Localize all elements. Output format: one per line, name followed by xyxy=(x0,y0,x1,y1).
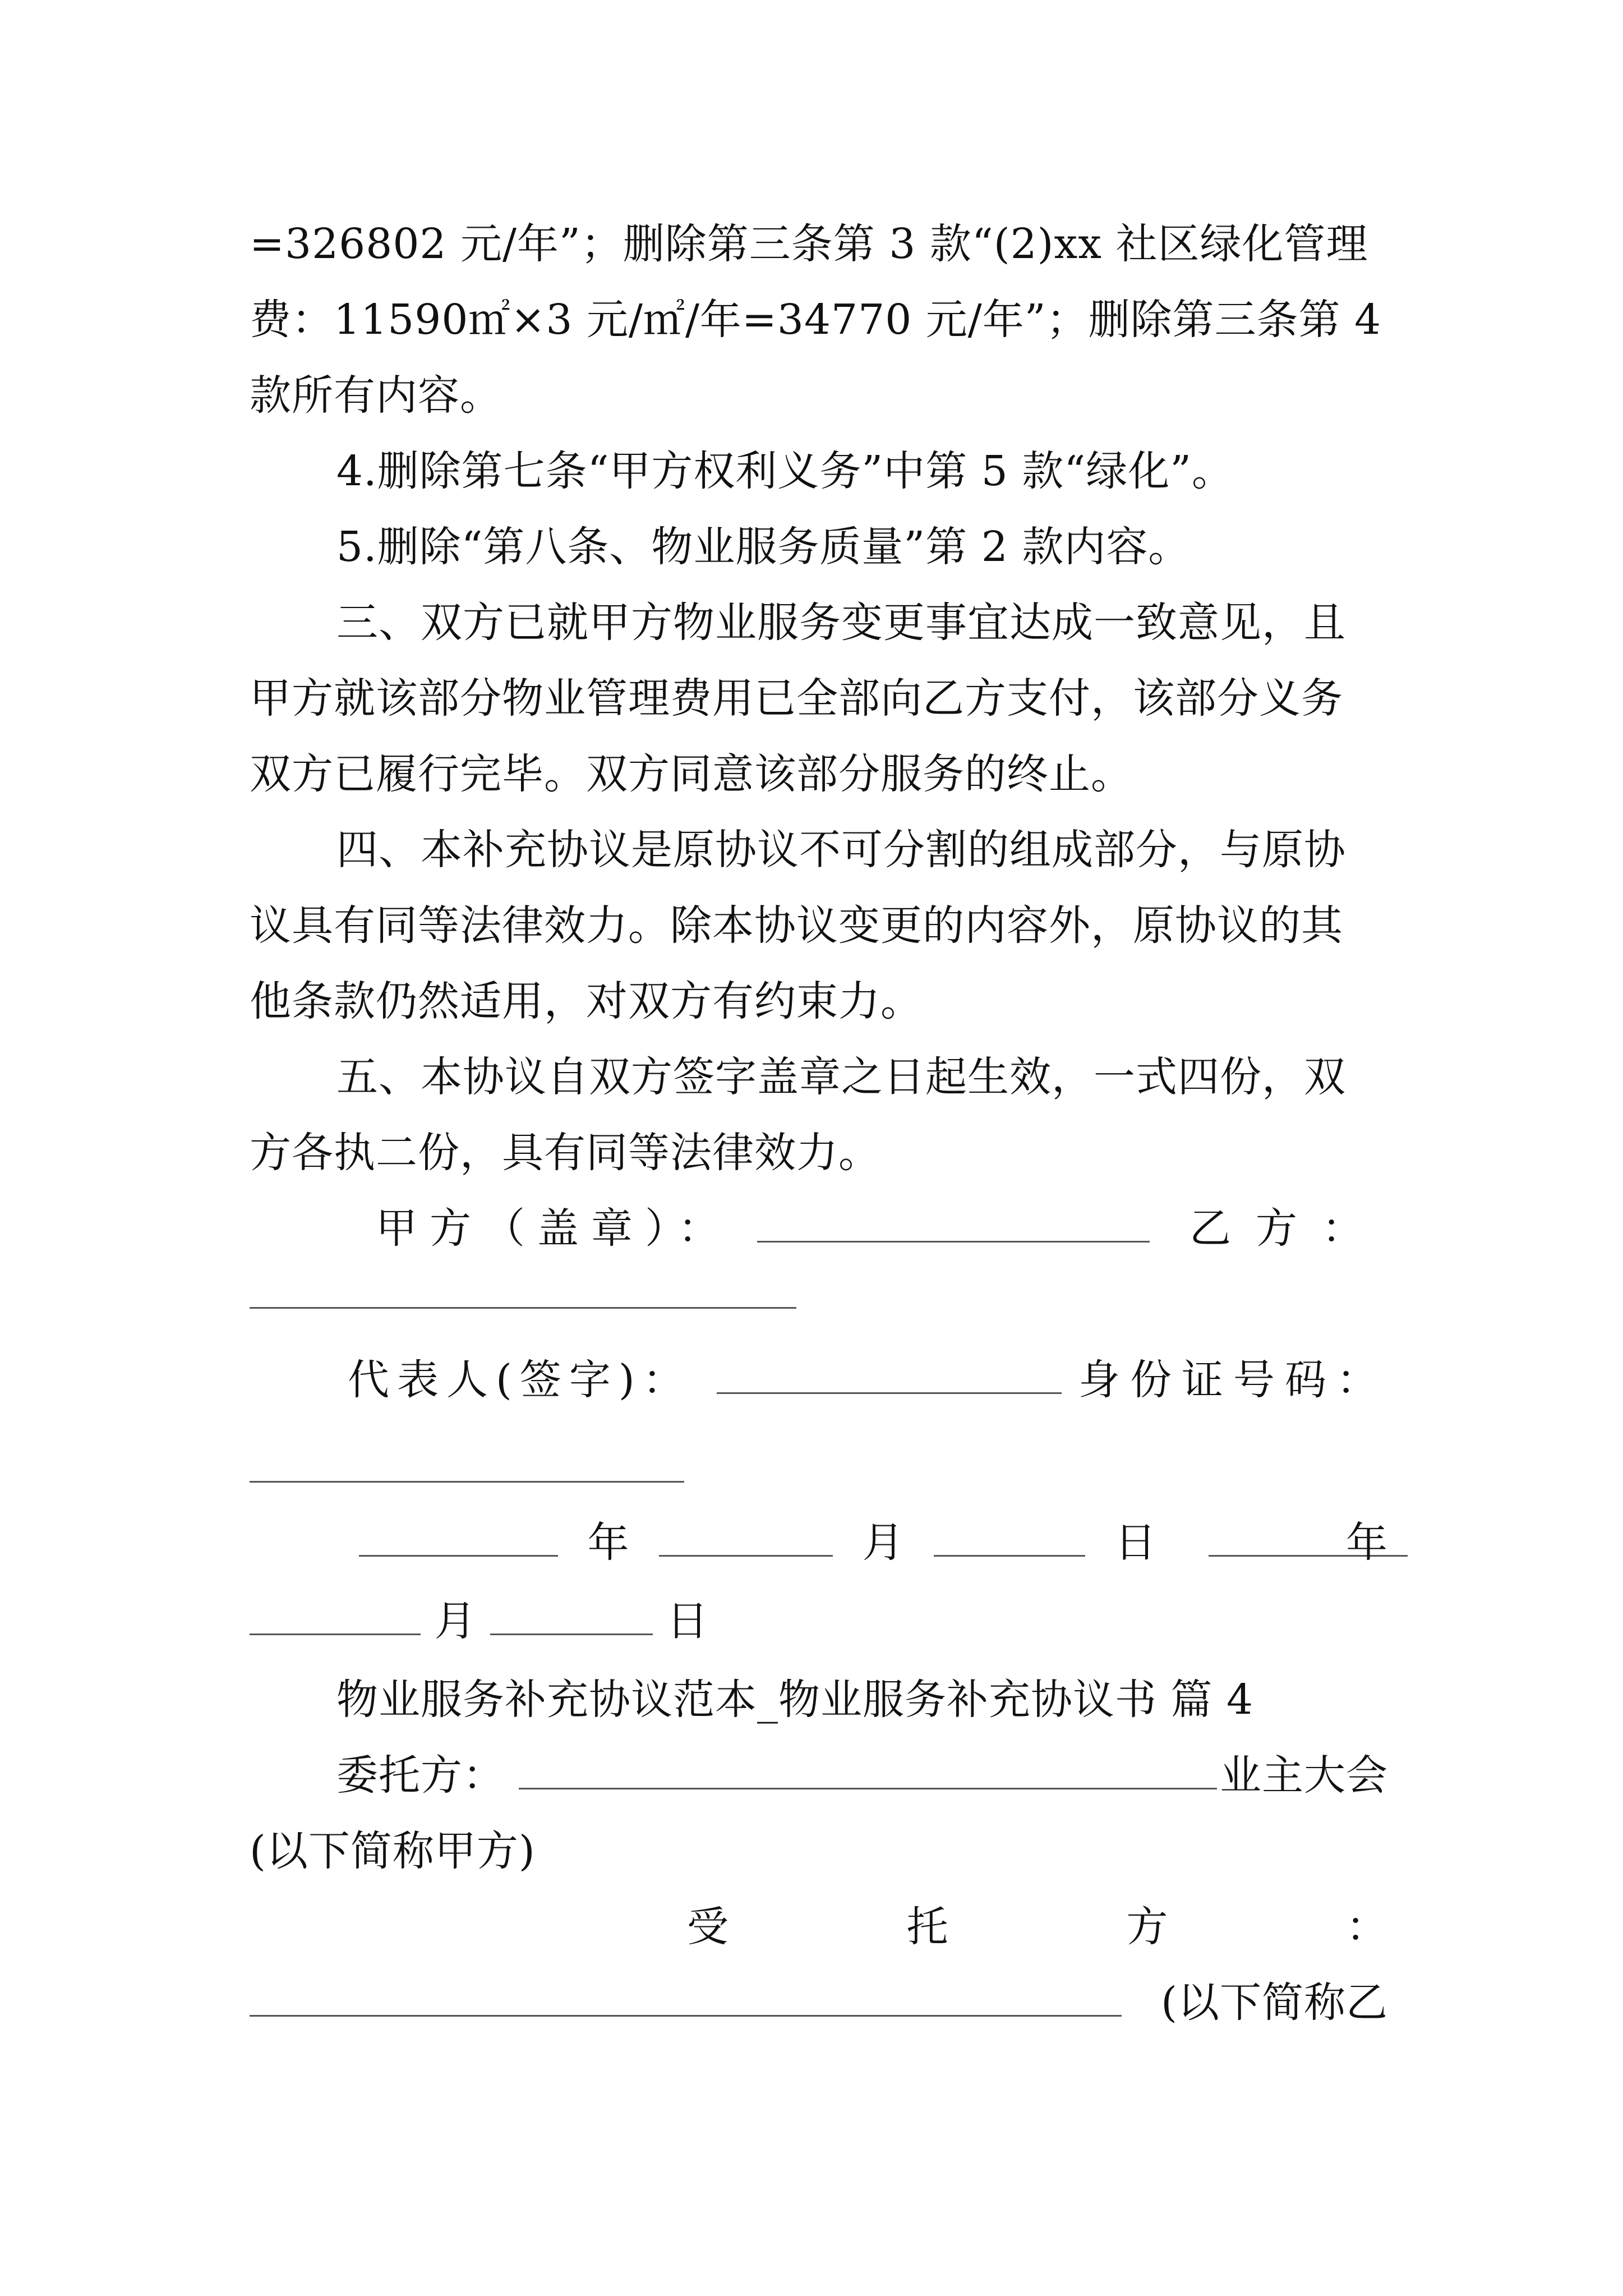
party-b-month-blank xyxy=(250,1599,421,1635)
signature-party-row xyxy=(376,1200,1388,1257)
article-3-line-1: 三、双方已就甲方物业服务变更事宜达成一致意见，且 xyxy=(336,599,1346,647)
party-a-day-label: 日 xyxy=(1114,1519,1157,1567)
party-b-day-blank xyxy=(490,1599,653,1635)
id-number-label: 身份证号码： xyxy=(1078,1356,1388,1404)
trustee-row xyxy=(687,1899,1388,1955)
trustee-char-4: ： xyxy=(1345,1903,1388,1951)
body-line-2: 费：11590㎡×3 元/㎡/年=34770 元/年”；删除第三条第 4 xyxy=(250,296,1382,344)
representative-blank xyxy=(717,1358,1062,1394)
trustee-char-2: 托 xyxy=(906,1903,949,1951)
trustee-char-1: 受 xyxy=(687,1903,729,1951)
client-abbrev: (以下简称甲方) xyxy=(250,1827,536,1875)
article-5-line-1: 五、本协议自双方签字盖章之日起生效，一式四份，双 xyxy=(336,1053,1346,1101)
date-row-2 xyxy=(250,1593,1388,1649)
trustee-suffix: (以下简称乙 xyxy=(1161,1978,1388,2027)
client-row xyxy=(336,1747,1388,1803)
party-a-year-blank xyxy=(359,1520,558,1557)
signature-representative-row xyxy=(348,1352,1388,1408)
article-3-line-2: 甲方就该部分物业管理费用已全部向乙方支付，该部分义务 xyxy=(250,674,1343,723)
clause-5-line: 5.删除“第八条、物业服务质量”第 2 款内容。 xyxy=(336,523,1191,571)
article-3-line-3: 双方已履行完毕。双方同意该部分服务的终止。 xyxy=(250,750,1133,798)
id-number-blank xyxy=(250,1481,684,1483)
article-4-line-3: 他条款仍然适用，对双方有约束力。 xyxy=(250,977,923,1025)
trustee-blank xyxy=(250,1980,1122,2017)
client-label: 委托方： xyxy=(336,1751,505,1800)
clause-4-line: 4.删除第七条“甲方权利义务”中第 5 款“绿化”。 xyxy=(336,447,1234,495)
party-b-label: 乙方： xyxy=(1189,1204,1388,1253)
section-title: 物业服务补充协议范本_物业服务补充协议书 篇 4 xyxy=(336,1676,1254,1724)
client-blank xyxy=(519,1753,1217,1789)
trustee-line-2 xyxy=(250,1975,1388,2031)
party-b-day-label: 日 xyxy=(666,1597,709,1645)
body-line-1: =326802 元/年”；删除第三条第 3 款“(2)xx 社区绿化管理 xyxy=(250,220,1368,268)
representative-label: 代表人(签字)： xyxy=(348,1356,692,1404)
party-a-label: 甲方（盖章）： xyxy=(376,1204,732,1253)
party-a-year-label: 年 xyxy=(587,1519,630,1567)
party-a-day-blank xyxy=(934,1520,1085,1557)
party-b-year-label: 年 xyxy=(1346,1519,1388,1567)
article-4-line-1: 四、本补充协议是原协议不可分割的组成部分，与原协 xyxy=(336,826,1346,874)
date-row-1 xyxy=(359,1515,1388,1571)
article-5-line-2: 方各执二份，具有同等法律效力。 xyxy=(250,1129,880,1177)
client-suffix: 业主大会 xyxy=(1220,1751,1388,1800)
party-b-month-label: 月 xyxy=(434,1597,477,1645)
body-line-3: 款所有内容。 xyxy=(250,371,502,420)
party-a-month-label: 月 xyxy=(862,1519,905,1567)
party-b-blank xyxy=(250,1307,796,1309)
article-4-line-2: 议具有同等法律效力。除本协议变更的内容外，原协议的其 xyxy=(250,901,1343,950)
party-a-month-blank xyxy=(659,1520,833,1557)
party-a-blank xyxy=(757,1206,1150,1243)
trustee-char-3: 方 xyxy=(1126,1903,1169,1951)
